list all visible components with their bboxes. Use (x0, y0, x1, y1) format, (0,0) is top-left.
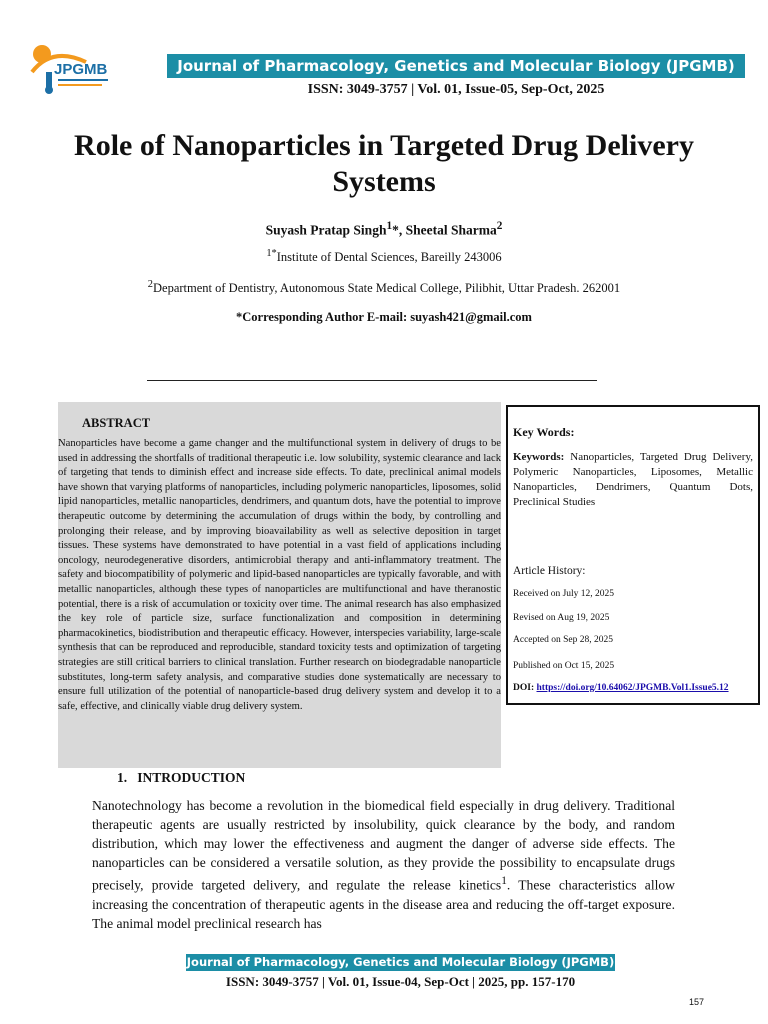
logo-text: JPGMB (54, 61, 108, 78)
abstract-heading: ABSTRACT (82, 416, 151, 430)
introduction-heading: 1. INTRODUCTION (117, 770, 246, 785)
footer-journal-banner: Journal of Pharmacology, Genetics and Molecular Biology (JPGMB) (186, 955, 615, 969)
abstract-text: Nanoparticles have become a game changer and the multifunctional system in delivery of drugs to be used in addressing the shortfalls of traditional therapeutic i.e. low solubility, systemic clearance and lack of targeting that tends to diminish effect and increase side effects. To date, preclinical animal models have shown that varying platforms of nanoparticles, including polymeric nanoparticles, liposomes, solid lipid nanoparticles, metallic nanoparticles, dendrimers, and quantum dots, have the potential to improve therapeutic outcome by determining the accumulation of drugs within the body, by controlling and prolonging their release, and by improving bioavailability as well as selective deposition in target tissues. These systems have demonstrated to have potential in a vast field of applications including oncology, neurodegenerative disorders, antimicrobial therapy and anti-inflammatory treatment. The safety and biocompatibility of polymeric and lipid-based nanoparticles are typically favorable, and with metallic nanoparticles, although these types of nanoparticles are multifunctional and have theranostic potential, there is a risk of accumulation or toxicity over time. The animal research has also emphasized the key role of particle size, surface functionalization and composition in determining pharmacokinetics, biodistribution and therapeutic efficacy. However, interspecies variability, large-scale synthesis that can be reproduced and reproducible, standard toxicity tests and optimization of targeting strategies are still critical barriers to clinical translation. Further research on biodegradable nanoparticle substitutes, long-term safety analysis, and comparative studies done systematically are necessary to ensure full utilization of the potential of nanoparticle-based drug delivery system and develop it to a safe, effective, and clinically viable drug delivery system. (58, 438, 501, 712)
reference-sup: 1 (501, 875, 507, 887)
affiliation-2-sup: 2 (147, 279, 153, 290)
keywords-label: Keywords: (513, 451, 565, 463)
journal-banner: Journal of Pharmacology, Genetics and Molecular Biology (JPGMB) (167, 54, 745, 78)
author-2-sup: 2 (496, 220, 503, 232)
page-number: 157 (688, 997, 704, 1007)
authors (60, 220, 708, 239)
doi-label: DOI: (513, 683, 535, 693)
published-date: Published on Oct 15, 2025 (513, 661, 615, 671)
article-title: Role of Nanoparticles in Targeted Drug Delivery Systems (74, 129, 694, 198)
affiliation-2-text: Department of Dentistry, Autonomous State Medical College, Pilibhit, Uttar Pradesh. 262001 (153, 281, 621, 296)
accepted-date: Accepted on Sep 28, 2025 (513, 635, 613, 645)
revised-date: Revised on Aug 19, 2025 (513, 613, 610, 623)
introduction-text (92, 796, 675, 933)
affiliation-1-text: Institute of Dental Sciences, Bareilly 243006 (276, 250, 502, 265)
affiliation-1-sup: 1* (266, 248, 277, 259)
author-1-sup: 1 (386, 220, 393, 232)
article-history-title: Article History: (513, 565, 586, 577)
doi-link[interactable]: https://doi.org/10.64062/JPGMB.Vol1.Issue5.12 (536, 683, 729, 693)
received-date: Received on July 12, 2025 (513, 589, 615, 599)
keywords-list: Nanoparticles, Targeted Drug Delivery, Polymeric Nanoparticles, Liposomes, Metallic Nanoparticles, Dendrimers, Quantum Dots, Preclinical Studies (513, 451, 753, 508)
author-1: Suyash Pratap Singh (265, 222, 387, 238)
introduction-text-part1: Nanotechnology has become a revolution in the biomedical field especially in drug delivery. Traditional therapeutic agents are usually restricted by insolubility, quick clearance by the body, and random distribution, which may lower the effectiveness and augment the danger of adverse side effects. The nanoparticles can be considered a versatile solution, as they provide the possibility to encapsulate drugs precisely, provide targeted delivery, and regulate the release kinetics (92, 798, 675, 893)
footer-issn: ISSN: 3049-3757 | Vol. 01, Issue-04, Sep-Oct | 2025, pp. 157-170 (225, 974, 576, 989)
affiliation-1 (60, 248, 708, 265)
introduction-text-part2: . These characteristics allow increasing the concentration of therapeutic agents in the disease area and reducing the off-target exposure. The animal model preclinical research has (92, 877, 675, 931)
issn-header: ISSN: 3049-3757 | Vol. 01, Issue-05, Sep-Oct, 2025 (307, 82, 605, 97)
keywords-text (513, 450, 753, 510)
affiliation-2 (60, 279, 708, 296)
author-2: *, Sheetal Sharma (392, 222, 497, 238)
doi (513, 683, 729, 693)
journal-logo (28, 42, 120, 94)
corresponding-author: *Corresponding Author E-mail: suyash421@gmail.com (236, 310, 532, 324)
keywords-title: Key Words: (513, 425, 575, 439)
divider-rule (147, 380, 597, 381)
